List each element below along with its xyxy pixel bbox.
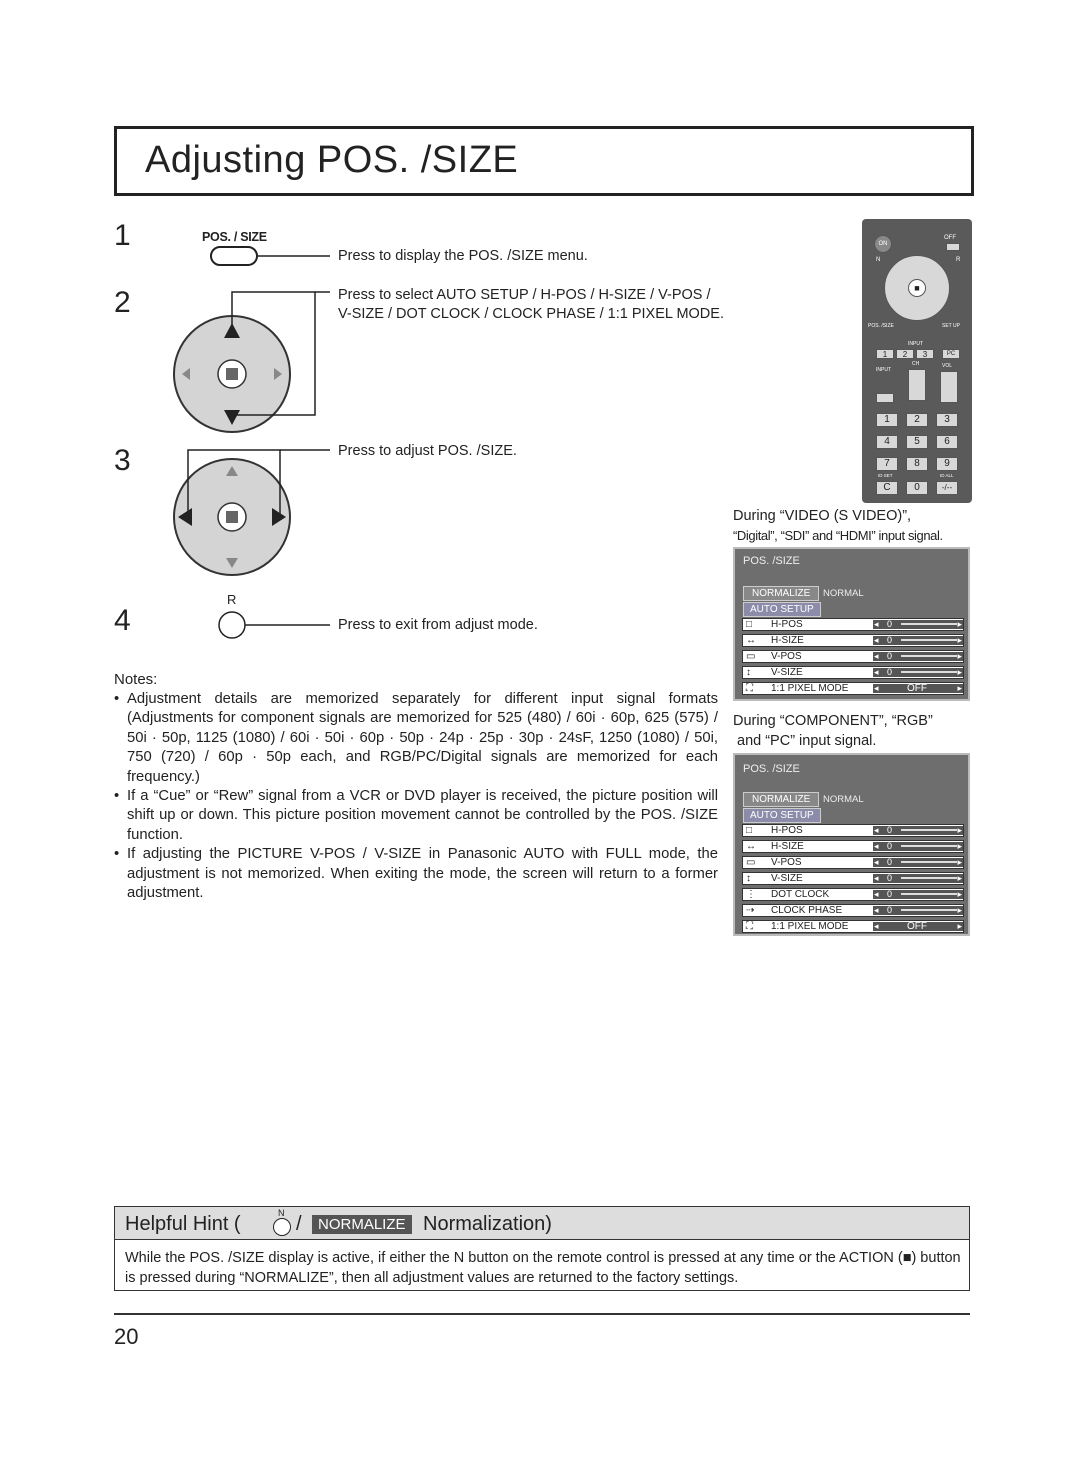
osd-normal-value: NORMAL (823, 794, 864, 805)
r-button-label: R (227, 592, 237, 607)
osd-row-dot-clock: ⋮ DOT CLOCK ◂ 0 ▸ (742, 888, 964, 901)
key-3: 3 (936, 413, 958, 427)
osd-menu-component (733, 753, 970, 936)
key-c: C (876, 481, 898, 495)
instruction-3: Press to adjust POS. /SIZE. (338, 443, 517, 459)
osd-title: POS. /SIZE (743, 555, 800, 567)
key-1: 1 (876, 413, 898, 427)
key-6: 6 (936, 435, 958, 449)
hsize-icon: ↔ (746, 841, 756, 852)
input-1-button: 1 (876, 349, 894, 359)
note-item: • If adjusting the PICTURE V-POS / V-SIZE in Panasonic AUTO with FULL mode, the adjustment is not memorized. When exiting the mode, the screen will return to a former adjustment. (114, 845, 718, 903)
hint-label-post: Normalization) (423, 1213, 552, 1235)
notes-heading: Notes: (114, 671, 158, 688)
key-8: 8 (906, 457, 928, 471)
helpful-hint-header (114, 1206, 970, 1240)
osd-row-vpos: ▭ V-POS ◂ 0 ▸ (742, 856, 964, 869)
osd-normalize-button: NORMALIZE (743, 792, 819, 807)
hint-slash: / (296, 1213, 302, 1235)
hint-normalize-chip: NORMALIZE (312, 1215, 412, 1234)
pixel-mode-icon: ⛶ (746, 683, 753, 694)
osd-row-vpos: ▭ V-POS ◂ 0 ▸ (742, 650, 964, 663)
osd-menu-video (733, 547, 970, 701)
osd-normal-value: NORMAL (823, 588, 864, 599)
input-header-label: INPUT (908, 341, 923, 347)
key-0: 0 (906, 481, 928, 495)
footer-rule (114, 1313, 970, 1315)
caption-video-line2: “Digital”, “SDI” and “HDMI” input signal. (733, 528, 943, 543)
hint-label-pre: Helpful Hint ( (125, 1213, 241, 1235)
r-button-icon (219, 612, 245, 638)
volume-rocker-icon (940, 371, 958, 403)
setup-label: SET UP (942, 323, 960, 329)
instruction-2b: V-SIZE / DOT CLOCK / CLOCK PHASE / 1:1 PIXEL MODE. (338, 306, 724, 322)
vpos-icon: ▭ (746, 857, 756, 868)
osd-title: POS. /SIZE (743, 763, 800, 775)
input-2-button: 2 (896, 349, 914, 359)
osd-row-pixel-mode: ⛶ 1:1 PIXEL MODE ◂ OFF ▸ (742, 682, 964, 695)
off-button (946, 243, 960, 251)
instruction-4: Press to exit from adjust mode. (338, 617, 538, 633)
input-label: INPUT (876, 367, 891, 373)
key-5: 5 (906, 435, 928, 449)
helpful-hint-body (114, 1240, 970, 1291)
osd-row-hpos: □ H-POS ◂ 0 ▸ (742, 824, 964, 837)
key-2: 2 (906, 413, 928, 427)
hpos-icon: □ (746, 825, 753, 836)
osd-auto-setup: AUTO SETUP (743, 808, 821, 823)
remote-pos-size-label: POS. /SIZE (868, 323, 894, 329)
vsize-icon: ↕ (746, 873, 751, 884)
key-4: 4 (876, 435, 898, 449)
title-box (114, 126, 974, 196)
osd-row-hsize: ↔ H-SIZE ◂ 0 ▸ (742, 634, 964, 647)
recall-button-icon (876, 393, 894, 403)
vsize-icon: ↕ (746, 667, 751, 678)
osd-normalize-button: NORMALIZE (743, 586, 819, 601)
step-3-number: 3 (114, 444, 131, 477)
osd-auto-setup: AUTO SETUP (743, 602, 821, 617)
r-label: R (956, 257, 961, 263)
hint-text: While the POS. /SIZE display is active, if either the N button on the remote control is pressed at any time or the ACTION (■) button is pressed during “NORMALIZE”, then all adjustment values are returned to the factory settings. (125, 1250, 961, 1286)
caption-component-line2: and “PC” input signal. (737, 733, 877, 749)
osd-row-clock-phase: ⇢ CLOCK PHASE ◂ 0 ▸ (742, 904, 964, 917)
pixel-mode-icon: ⛶ (746, 921, 753, 932)
osd-row-pixel-mode: ⛶ 1:1 PIXEL MODE ◂ OFF ▸ (742, 920, 964, 933)
step-4-number: 4 (114, 604, 131, 637)
osd-row-vsize: ↕ V-SIZE ◂ 0 ▸ (742, 666, 964, 679)
step-1-number: 1 (114, 219, 131, 252)
control-diagram (160, 240, 350, 660)
clock-phase-icon: ⇢ (746, 905, 755, 916)
pc-button: PC (942, 349, 960, 359)
hsize-icon: ↔ (746, 635, 756, 646)
vol-label: VOL (942, 363, 953, 369)
id-set-label: ID SET (878, 473, 893, 478)
instruction-2a: Press to select AUTO SETUP / H-POS / H-SIZE / V-POS / (338, 287, 711, 303)
step-2-number: 2 (114, 286, 131, 319)
input-3-button: 3 (916, 349, 934, 359)
action-button-icon: ■ (908, 279, 926, 297)
remote-control-illustration (862, 219, 972, 503)
channel-rocker-icon (908, 369, 926, 401)
page-title: Adjusting POS. /SIZE (145, 139, 519, 181)
vpos-icon: ▭ (746, 651, 756, 662)
dot-clock-icon: ⋮ (746, 889, 756, 900)
key-9: 9 (936, 457, 958, 471)
osd-row-hpos: □ H-POS ◂ 0 ▸ (742, 618, 964, 631)
ch-label: CH (912, 361, 920, 367)
hint-n-label: N (278, 1208, 285, 1218)
pos-size-button-icon (211, 247, 257, 265)
id-all-label: ID ALL (940, 473, 954, 478)
n-label: N (876, 257, 881, 263)
note-item: • If a “Cue” or “Rew” signal from a VCR or DVD player is received, the picture position will shift up or down. This picture position movement cannot be controlled by the POS. /SIZE function. (114, 787, 718, 845)
pos-size-button-label: POS. / SIZE (202, 230, 267, 244)
hpos-icon: □ (746, 619, 753, 630)
caption-component-line1: During “COMPONENT”, “RGB” (733, 713, 933, 729)
caption-video-line1: During “VIDEO (S VIDEO)”, (733, 508, 912, 524)
off-label: OFF (944, 235, 956, 241)
n-button-icon (273, 1218, 291, 1236)
page-number: 20 (114, 1324, 139, 1349)
note-item: • Adjustment details are memorized separately for different input signal formats (Adjustments for component signals are memorized for 525 (480) / 60i · 60p, 625 (575) / 50i · 50p, 1125 (1080) / 60i · 50i · 60p · 50p · 24p · 25p · 30p · 24sF, 1250 (1080) / 50i, 750 (720) / 60p · 50p each, and RGB/PC/Digital signals are memorized for each frequency.) (114, 690, 718, 787)
osd-row-hsize: ↔ H-SIZE ◂ 0 ▸ (742, 840, 964, 853)
notes-list (114, 690, 718, 903)
osd-row-vsize: ↕ V-SIZE ◂ 0 ▸ (742, 872, 964, 885)
on-button: ON (874, 235, 892, 253)
key-7: 7 (876, 457, 898, 471)
key-dash: -/-- (936, 481, 958, 495)
instruction-1: Press to display the POS. /SIZE menu. (338, 248, 588, 264)
